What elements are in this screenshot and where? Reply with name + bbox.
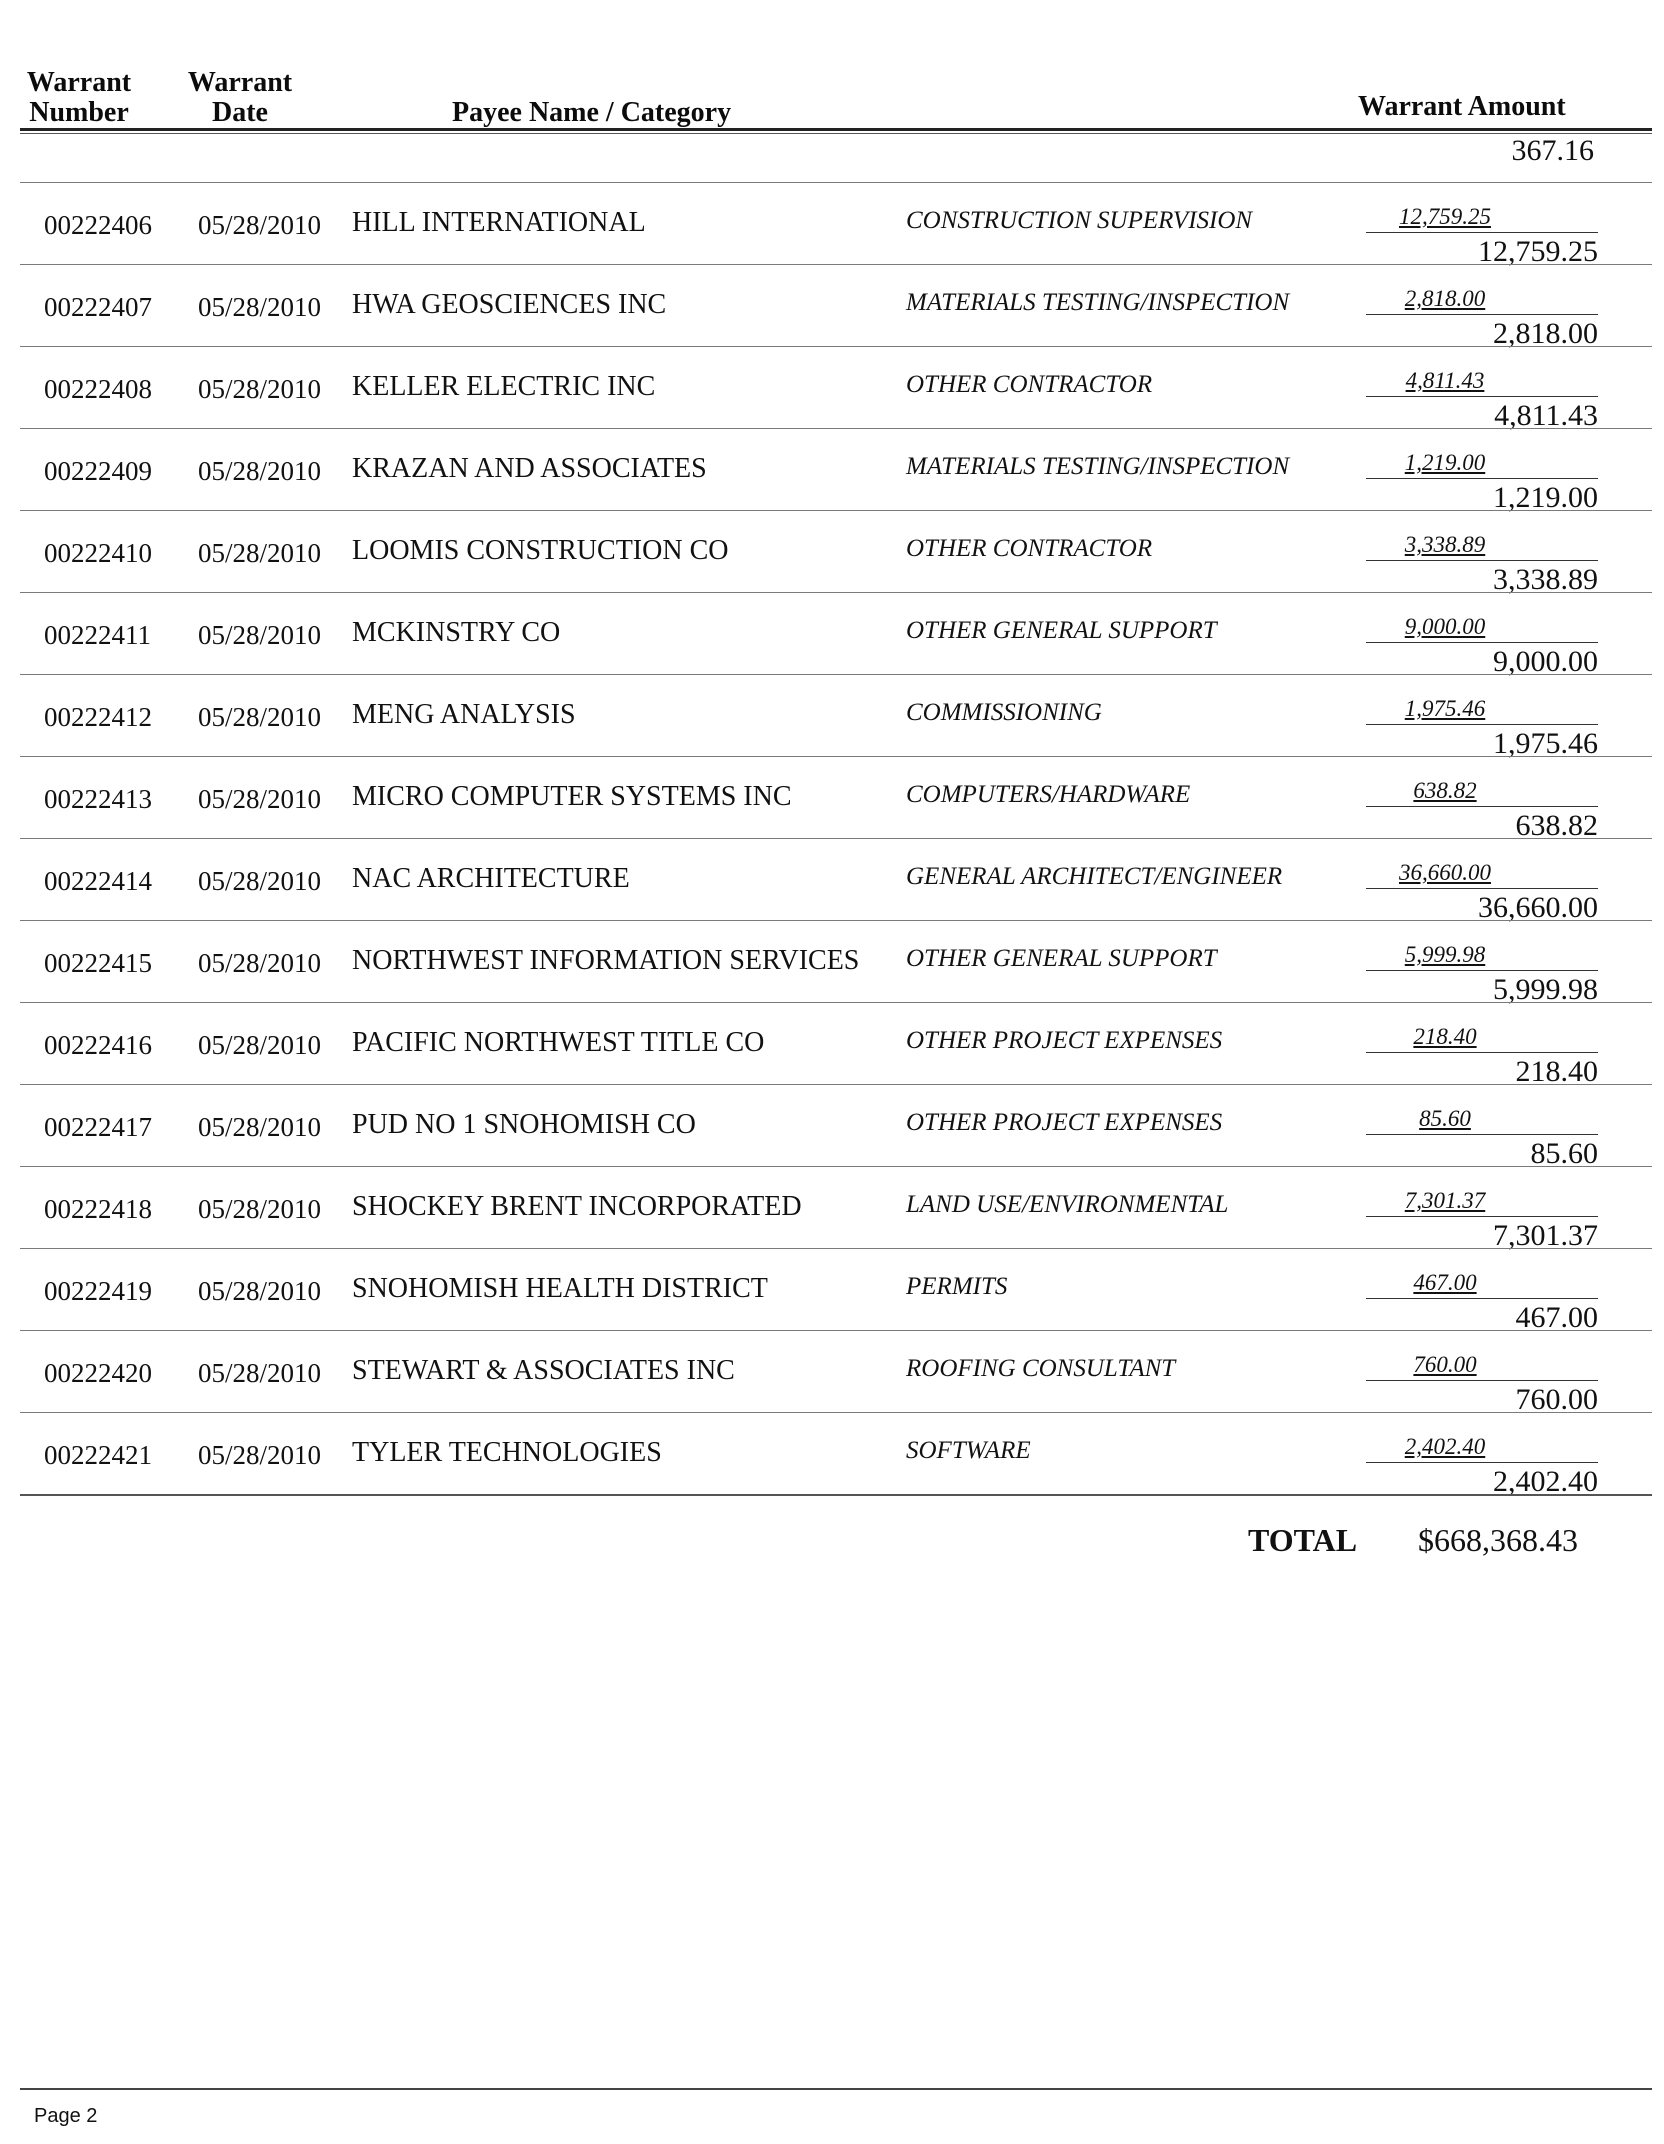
warrant-date: 05/28/2010 (198, 784, 322, 814)
payee-category: ROOFING CONSULTANT (906, 1355, 1176, 1382)
payee-name: KELLER ELECTRIC INC (352, 371, 656, 402)
table-row (0, 428, 1664, 514)
amount-rule (1366, 396, 1598, 397)
payee-category: MATERIALS TESTING/INSPECTION (906, 453, 1290, 480)
warrant-number: 00222406 (44, 210, 152, 240)
row-divider (20, 838, 1652, 839)
payee-name: PUD NO 1 SNOHOMISH CO (352, 1109, 696, 1140)
payee-name: SNOHOMISH HEALTH DISTRICT (352, 1273, 768, 1304)
table-row (0, 182, 1664, 268)
payee-category: OTHER GENERAL SUPPORT (906, 617, 1217, 644)
payee-name: HWA GEOSCIENCES INC (352, 289, 667, 320)
amount-rule (1366, 642, 1598, 643)
amount-rule (1366, 724, 1598, 725)
payee-category: COMMISSIONING (906, 699, 1102, 726)
row-divider (20, 1002, 1652, 1003)
warrant-number: 00222413 (44, 784, 152, 814)
table-row (0, 264, 1664, 350)
warrant-number: 00222419 (44, 1276, 152, 1306)
warrant-amount: 638.82 (1515, 809, 1598, 842)
table-row (0, 1084, 1664, 1170)
line-amount: 2,402.40 (1404, 1434, 1486, 1459)
total-value: $668,368.43 (1418, 1522, 1578, 1558)
payee-category: MATERIALS TESTING/INSPECTION (906, 289, 1290, 316)
warrant-amount: 2,818.00 (1493, 317, 1598, 350)
line-amount: 36,660.00 (1399, 860, 1491, 885)
row-divider (20, 1166, 1652, 1167)
line-amount: 467.00 (1413, 1270, 1477, 1295)
payee-name: KRAZAN AND ASSOCIATES (352, 453, 707, 484)
payee-category: OTHER PROJECT EXPENSES (906, 1027, 1223, 1054)
header-rule-thin (20, 133, 1652, 134)
payee-category: OTHER CONTRACTOR (906, 535, 1153, 562)
warrant-number: 00222409 (44, 456, 152, 486)
total-label: TOTAL (1248, 1522, 1358, 1558)
row-divider (20, 674, 1652, 675)
warrant-amount: 4,811.43 (1494, 399, 1598, 432)
warrant-number: 00222411 (44, 620, 151, 650)
warrant-number: 00222418 (44, 1194, 152, 1224)
row-divider (20, 1412, 1652, 1413)
payee-name: STEWART & ASSOCIATES INC (352, 1355, 735, 1386)
row-divider (20, 346, 1652, 347)
line-amount: 3,338.89 (1404, 532, 1486, 557)
table-row (0, 1248, 1664, 1334)
warrant-number: 00222412 (44, 702, 152, 732)
amount-rule (1366, 888, 1598, 889)
line-amount: 760.00 (1413, 1352, 1477, 1377)
warrant-amount: 1,975.46 (1493, 727, 1598, 760)
warrant-amount: 218.40 (1515, 1055, 1598, 1088)
payee-category: PERMITS (906, 1273, 1008, 1300)
warrant-number: 00222421 (44, 1440, 152, 1470)
warrant-date: 05/28/2010 (198, 866, 322, 896)
warrant-amount: 467.00 (1515, 1301, 1598, 1334)
payee-name: NAC ARCHITECTURE (352, 863, 630, 894)
payee-category: GENERAL ARCHITECT/ENGINEER (906, 863, 1283, 890)
header-warrant-date (184, 68, 296, 128)
header-warrant-number-line1: Warrant (26, 67, 132, 98)
row-divider (20, 1330, 1652, 1331)
header-rule (20, 128, 1652, 131)
carried-forward-amount: 367.16 (1511, 134, 1594, 167)
payee-category: OTHER CONTRACTOR (906, 371, 1153, 398)
line-amount: 1,219.00 (1404, 450, 1486, 475)
payee-name: PACIFIC NORTHWEST TITLE CO (352, 1027, 765, 1058)
table-row (0, 920, 1664, 1006)
payee-name: MICRO COMPUTER SYSTEMS INC (352, 781, 792, 812)
amount-rule (1366, 560, 1598, 561)
row-divider (20, 592, 1652, 593)
payee-name: MENG ANALYSIS (352, 699, 576, 730)
warrant-amount: 7,301.37 (1493, 1219, 1598, 1252)
payee-category: LAND USE/ENVIRONMENTAL (906, 1191, 1229, 1218)
table-row (0, 756, 1664, 842)
amount-rule (1366, 1134, 1598, 1135)
warrant-date: 05/28/2010 (198, 1112, 322, 1142)
warrant-date: 05/28/2010 (198, 456, 322, 486)
payee-name: NORTHWEST INFORMATION SERVICES (352, 945, 860, 976)
footer-rule (20, 2088, 1652, 2090)
warrant-date: 05/28/2010 (198, 1276, 322, 1306)
payee-category: CONSTRUCTION SUPERVISION (906, 207, 1253, 234)
warrant-amount: 3,338.89 (1493, 563, 1598, 596)
line-amount: 4,811.43 (1405, 368, 1485, 393)
table-row (0, 346, 1664, 432)
table-row (0, 1330, 1664, 1416)
line-amount: 9,000.00 (1404, 614, 1486, 639)
warrant-date: 05/28/2010 (198, 292, 322, 322)
amount-rule (1366, 1462, 1598, 1463)
warrant-amount: 760.00 (1515, 1383, 1598, 1416)
warrant-amount: 2,402.40 (1493, 1465, 1598, 1498)
warrant-amount: 36,660.00 (1478, 891, 1598, 924)
amount-rule (1366, 1298, 1598, 1299)
amount-rule (1366, 970, 1598, 971)
table-row (0, 838, 1664, 924)
row-divider (20, 1248, 1652, 1249)
warrant-date: 05/28/2010 (198, 1194, 322, 1224)
warrant-amount: 9,000.00 (1493, 645, 1598, 678)
warrant-date: 05/28/2010 (198, 620, 322, 650)
payee-category: SOFTWARE (906, 1437, 1031, 1464)
payee-name: SHOCKEY BRENT INCORPORATED (352, 1191, 802, 1222)
amount-rule (1366, 478, 1598, 479)
header-payee-category: Payee Name / Category (452, 97, 732, 128)
row-divider (20, 182, 1652, 183)
warrant-date: 05/28/2010 (198, 948, 322, 978)
warrant-number: 00222415 (44, 948, 152, 978)
line-amount: 5,999.98 (1404, 942, 1486, 967)
warrant-date: 05/28/2010 (198, 210, 322, 240)
amount-rule (1366, 1052, 1598, 1053)
warrant-date: 05/28/2010 (198, 1358, 322, 1388)
table-row (0, 1412, 1664, 1498)
header-warrant-date-line1: Warrant (187, 67, 293, 98)
line-amount: 85.60 (1419, 1106, 1471, 1131)
table-end-rule (20, 1494, 1652, 1496)
payee-category: OTHER GENERAL SUPPORT (906, 945, 1217, 972)
amount-rule (1366, 806, 1598, 807)
warrant-date: 05/28/2010 (198, 374, 322, 404)
row-divider (20, 428, 1652, 429)
header-warrant-number-line2: Number (29, 97, 129, 128)
warrant-amount: 1,219.00 (1493, 481, 1598, 514)
warrant-number: 00222408 (44, 374, 152, 404)
warrant-number: 00222416 (44, 1030, 152, 1060)
warrant-date: 05/28/2010 (198, 702, 322, 732)
row-divider (20, 756, 1652, 757)
row-divider (20, 1084, 1652, 1085)
warrant-date: 05/28/2010 (198, 1440, 322, 1470)
row-divider (20, 920, 1652, 921)
line-amount: 1,975.46 (1404, 696, 1486, 721)
warrant-number: 00222410 (44, 538, 152, 568)
table-row (0, 674, 1664, 760)
warrant-date: 05/28/2010 (198, 538, 322, 568)
header-warrant-amount: Warrant Amount (1358, 91, 1566, 122)
amount-rule (1366, 1380, 1598, 1381)
payee-category: OTHER PROJECT EXPENSES (906, 1109, 1223, 1136)
line-amount: 638.82 (1413, 778, 1477, 803)
warrant-number: 00222414 (44, 866, 152, 896)
row-divider (20, 510, 1652, 511)
warrant-amount: 85.60 (1530, 1137, 1598, 1170)
warrant-amount: 5,999.98 (1493, 973, 1598, 1006)
amount-rule (1366, 314, 1598, 315)
header-warrant-number (20, 68, 138, 128)
line-amount: 12,759.25 (1399, 204, 1491, 229)
page-number: Page 2 (34, 2105, 98, 2127)
amount-rule (1366, 232, 1598, 233)
payee-name: TYLER TECHNOLOGIES (352, 1437, 662, 1468)
warrant-number: 00222417 (44, 1112, 152, 1142)
payee-name: LOOMIS CONSTRUCTION CO (352, 535, 729, 566)
header-warrant-date-line2: Date (212, 97, 268, 128)
payee-name: MCKINSTRY CO (352, 617, 561, 648)
warrant-number: 00222420 (44, 1358, 152, 1388)
amount-rule (1366, 1216, 1598, 1217)
table-row (0, 510, 1664, 596)
line-amount: 218.40 (1413, 1024, 1477, 1049)
table-row (0, 592, 1664, 678)
payee-category: COMPUTERS/HARDWARE (906, 781, 1191, 808)
row-divider (20, 264, 1652, 265)
line-amount: 7,301.37 (1404, 1188, 1486, 1213)
warrant-amount: 12,759.25 (1478, 235, 1598, 268)
table-row (0, 1166, 1664, 1252)
warrant-date: 05/28/2010 (198, 1030, 322, 1060)
payee-name: HILL INTERNATIONAL (352, 207, 646, 238)
warrant-number: 00222407 (44, 292, 152, 322)
line-amount: 2,818.00 (1404, 286, 1486, 311)
table-row (0, 1002, 1664, 1088)
